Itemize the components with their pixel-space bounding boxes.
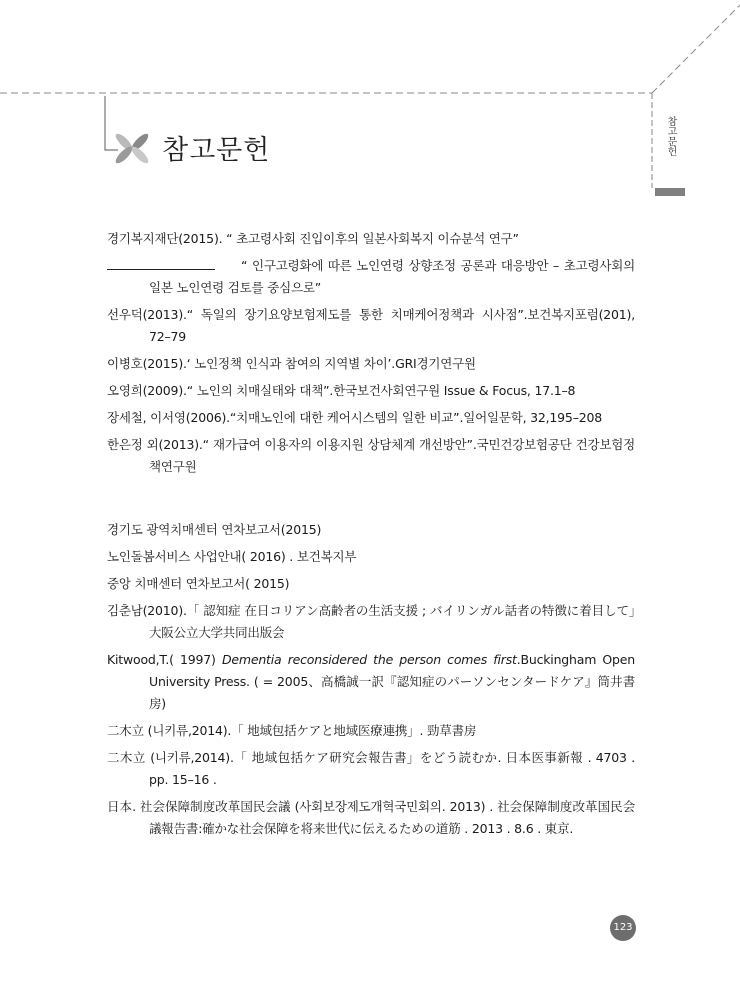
- reference-item: 二木立 (니키류,2014).「 地域包括ケア研究会報告書」をどう読むか. 日本医事新報 . 4703 . pp. 15–16 .: [107, 750, 635, 787]
- reference-author: Kitwood,T.( 1997): [107, 652, 222, 667]
- leaf-icon: [112, 128, 152, 168]
- reference-item: 선우덕(2013).“ 독일의 장기요양보험제도를 통한 치매케어정책과 시사점”.보건복지포럼(201), 72–79: [107, 307, 635, 344]
- group-spacer: [107, 483, 635, 519]
- author-blank-line: [107, 257, 215, 270]
- reference-item: 김춘남(2010).「 認知症 在日コリアン高齢者の生活支援 ; バイリンガル話者の特徴に着目して」大阪公立大学共同出版会: [107, 603, 635, 640]
- reference-item: 중앙 치매센터 연차보고서( 2015): [107, 576, 290, 591]
- dashed-diagonal: [652, 5, 740, 93]
- reference-item: 오영희(2009).“ 노인의 치매실태와 대책”.한국보건사회연구원 Issue & Focus, 17.1–8: [107, 383, 576, 398]
- reference-item: 한은정 외(2013).“ 재가급여 이용자의 이용지원 상담체계 개선방안”.국민건강보험공단 건강보험정책연구원: [107, 437, 635, 474]
- reference-item: 경기도 광역치매센터 연차보고서(2015): [107, 522, 322, 537]
- reference-list: [107, 228, 635, 845]
- reference-item: 장세철, 이서영(2006).“치매노인에 대한 케어시스템의 일한 비교”.일어일문학, 32,195–208: [107, 410, 602, 425]
- side-tab-label: 참고문헌: [665, 116, 676, 156]
- reference-item: [107, 255, 635, 299]
- reference-publisher: .Buckingham Open University Press. ( = 2005、高橋誠一訳『認知症のパーソンセンタードケア』筒井書房): [149, 652, 635, 711]
- reference-item: 日本. 社会保障制度改革国民会議 (사회보장제도개혁국민회의. 2013) . 社会保障制度改革国民会議報告書:確かな社会保障を将来世代に伝えるための道筋 . 2013 . 8.6 . 東京.: [107, 799, 635, 836]
- reference-item: 경기복지재단(2015). “ 초고령사회 진입이후의 일본사회복지 이슈분석 연구”: [107, 231, 519, 246]
- reference-text: “ 인구고령화에 따른 노인연령 상향조정 공론과 대응방안 – 초고령사회의 일본 노인연령 검토를 중심으로”: [149, 258, 635, 295]
- page-title: 참고문헌: [162, 135, 271, 166]
- page-number-badge: 123: [610, 915, 636, 941]
- side-tab-bar: [655, 188, 685, 196]
- reference-item: 이병호(2015).‘ 노인정책 인식과 참여의 지역별 차이’.GRI경기연구원: [107, 356, 476, 371]
- reference-book-title: Dementia reconsidered the person comes first: [221, 652, 517, 667]
- reference-item: 노인돌봄서비스 사업안내( 2016) . 보건복지부: [107, 549, 357, 564]
- reference-item: 二木立 (니키류,2014).「 地域包括ケアと地域医療連携」. 勁草書房: [107, 723, 477, 738]
- reference-item: [107, 649, 635, 715]
